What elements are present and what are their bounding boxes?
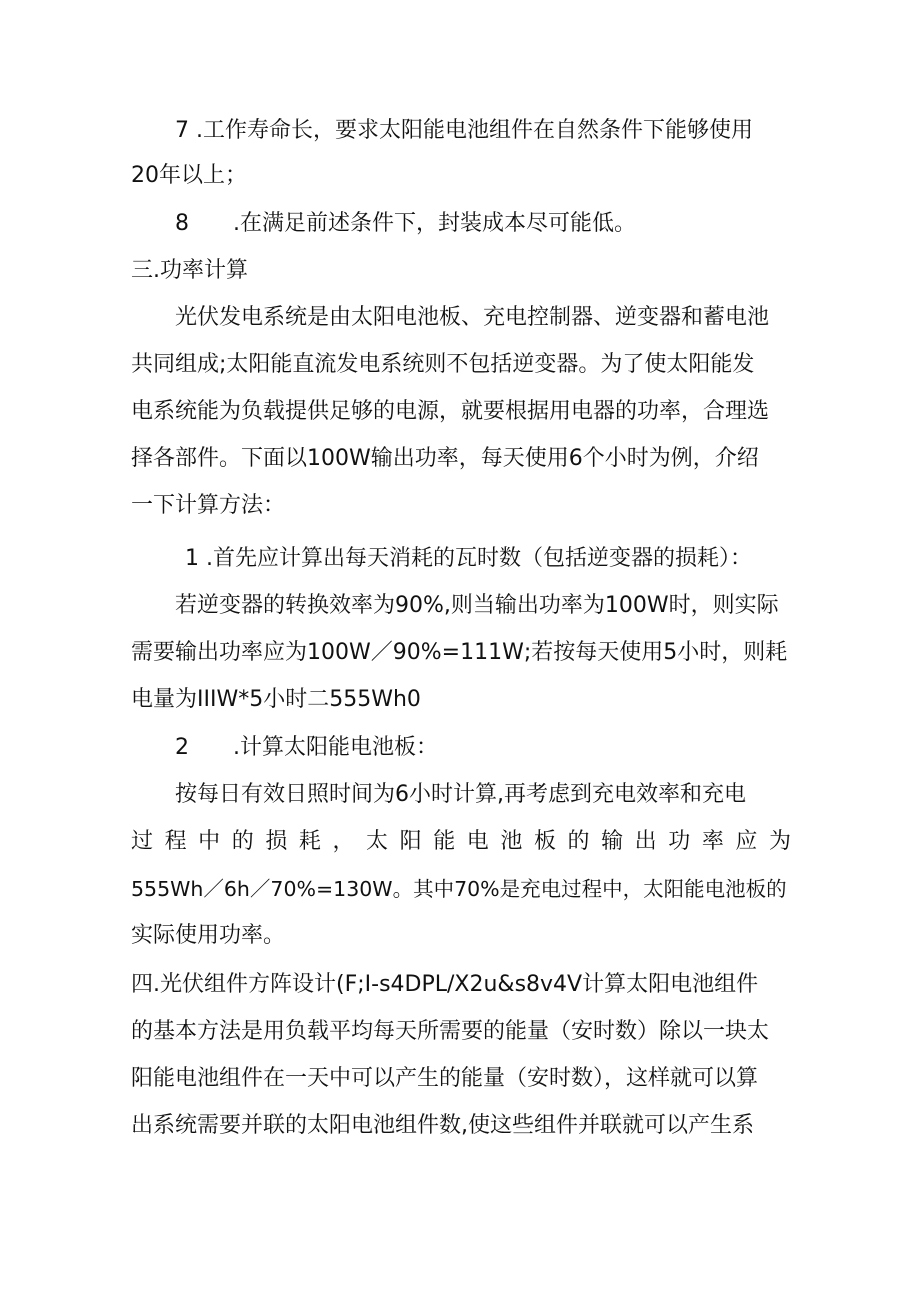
text-line-16: [131, 822, 791, 862]
text-line-20: 的基本方法是用负载平均每天所需要的能量（安时数）除以一块太: [131, 1019, 770, 1044]
text-char: 率: [701, 829, 724, 854]
text-line-13: 电量为IIIW*5小时二555Wh0: [131, 687, 421, 712]
text-line-18: 实际使用功率。: [131, 923, 286, 948]
text-char: 中: [198, 829, 221, 854]
section-heading-array-design: 四.光伏组件方阵设计(F;I-s4DPL/X2u&s8v4V计算太阳电池组件: [131, 972, 759, 997]
text-char: 过: [131, 829, 154, 854]
text-char: 程: [164, 829, 187, 854]
text-char: 能: [433, 829, 456, 854]
text-char: 板: [533, 829, 556, 854]
text-line-11: 若逆变器的转换效率为90%,则当输出功率为100W时，则实际: [175, 593, 779, 618]
text-char: 电: [466, 829, 489, 854]
text-line-5: 光伏发电系统是由太阳电池板、充电控制器、逆变器和蓄电池: [175, 305, 770, 330]
text-char: 的: [567, 829, 590, 854]
text-char: 损: [265, 829, 288, 854]
text-line-15: 按每日有效日照时间为6小时计算,再考虑到充电效率和充电: [175, 782, 746, 807]
text-char: 耗: [298, 829, 321, 854]
text-line-21: 阳能电池组件在一天中可以产生的能量（安时数），这样就可以算: [131, 1066, 759, 1091]
text-line-8: 择各部件。下面以100W输出功率，每天使用6个小时为例，介绍: [131, 446, 759, 471]
text-line-12: 需要输出功率应为100W／90%=111W;若按每天使用5小时，则耗: [131, 640, 788, 665]
text-line-14: 2 .计算太阳能电池板：: [175, 735, 438, 760]
text-char: 功: [668, 829, 691, 854]
text-char: 出: [634, 829, 657, 854]
text-line-3: 8 .在满足前述条件下，封装成本尽可能低。: [175, 211, 636, 236]
text-line-17: 555Wh／6h／70%=130W。其中70%是充电过程中，太阳能电池板的: [131, 877, 787, 901]
text-char: ，: [332, 829, 355, 854]
text-line-6: 共同组成;太阳能直流发电系统则不包括逆变器。为了使太阳能发: [131, 352, 755, 377]
text-char: 阳: [399, 829, 422, 854]
text-line-1: 7 .工作寿命长，要求太阳能电池组件在自然条件下能够使用: [175, 118, 753, 143]
text-line-2: 20年以上；: [131, 163, 247, 188]
text-line-9: 一下计算方法：: [131, 493, 286, 518]
text-char: 应: [735, 829, 758, 854]
text-line-7: 电系统能为负载提供足够的电源，就要根据用电器的功率，合理选: [131, 399, 770, 424]
text-line-10: 1 .首先应计算出每天消耗的瓦时数（包括逆变器的损耗）：: [185, 546, 752, 571]
text-char: 输: [601, 829, 624, 854]
text-char: 太: [366, 829, 389, 854]
section-heading-power-calc: 三.功率计算: [131, 258, 248, 283]
text-char: 的: [231, 829, 254, 854]
text-char: 池: [500, 829, 523, 854]
text-line-22: 出系统需要并联的太阳电池组件数,使这些组件并联就可以产生系: [131, 1113, 754, 1138]
text-char: 为: [768, 829, 791, 854]
